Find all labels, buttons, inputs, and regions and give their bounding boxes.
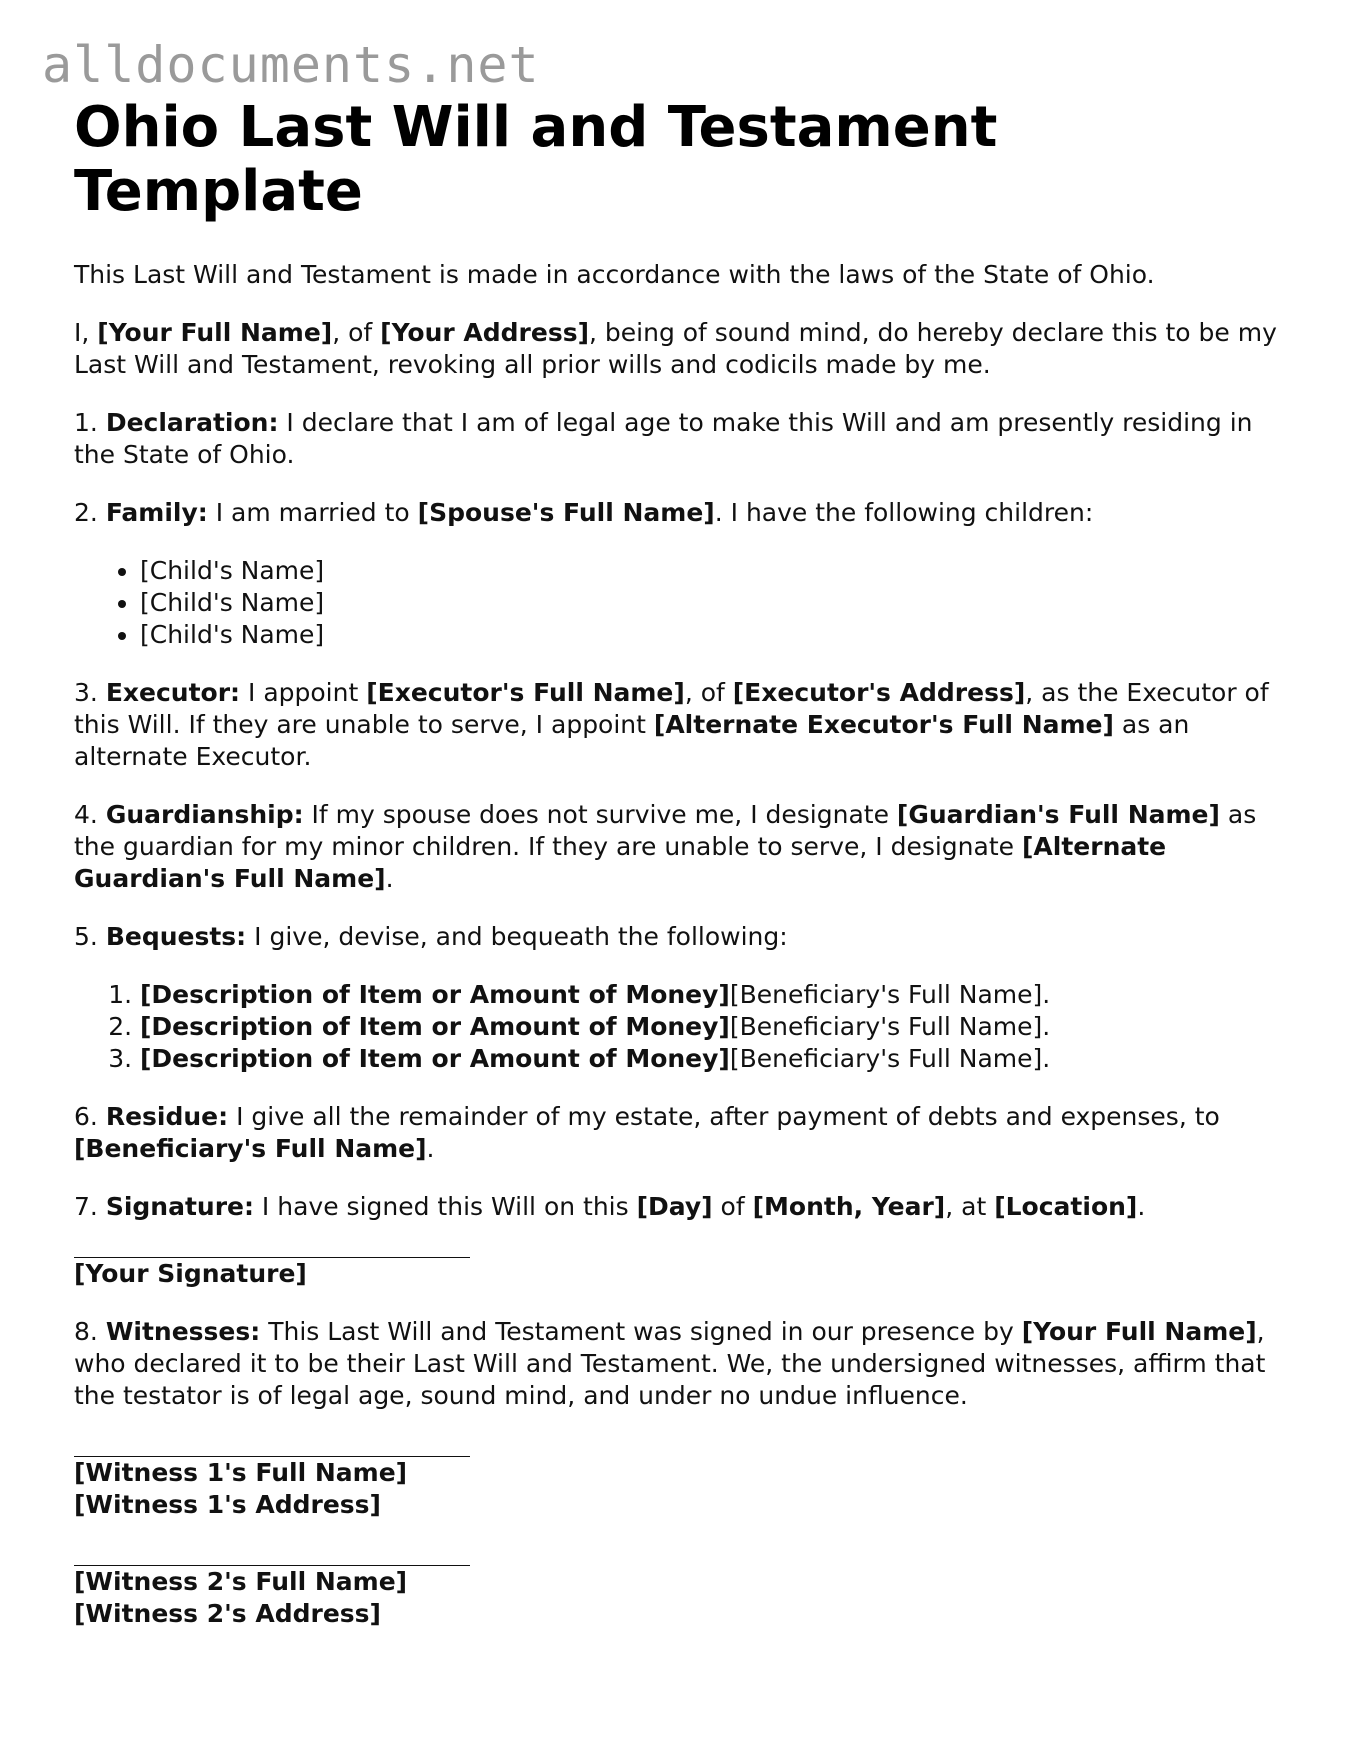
signature-label: [Your Signature] xyxy=(74,1258,307,1288)
section-residue: 6. Residue: I give all the remainder of my estate, after payment of debts and expenses, to [Beneficiary's Full Name]. xyxy=(74,1101,1220,1163)
day-placeholder: [Day] xyxy=(636,1191,713,1221)
section-heading: Bequests: xyxy=(105,921,247,951)
section-declaration: 1. Declaration: I declare that I am of legal age to make this Will and am presently residing in the State of Ohio. xyxy=(74,407,1253,469)
section-bequests: 5. Bequests: I give, devise, and bequeath the following: xyxy=(74,921,788,951)
bequests-list xyxy=(74,979,1294,1075)
spouse-name-placeholder: [Spouse's Full Name] xyxy=(417,497,715,527)
location-placeholder: [Location] xyxy=(994,1191,1138,1221)
list-item: 3. [Description of Item or Amount of Money][Beneficiary's Full Name]. xyxy=(140,1043,1294,1075)
list-item: • [Child's Name] xyxy=(140,555,1294,587)
section-signature: 7. Signature: I have signed this Will on this [Day] of [Month, Year], at [Location]. xyxy=(74,1191,1146,1221)
testator-address-placeholder: [Your Address] xyxy=(380,317,590,347)
section-heading: Witnesses: xyxy=(105,1316,261,1346)
list-item: • [Child's Name] xyxy=(140,619,1294,651)
watermark: alldocuments.net xyxy=(42,36,540,94)
children-list xyxy=(74,555,1294,651)
section-family: 2. Family: I am married to [Spouse's Full Name]. I have the following children: xyxy=(74,497,1094,527)
guardian-name-placeholder: [Guardian's Full Name] xyxy=(896,799,1220,829)
witness-address-label: [Witness 2's Address] xyxy=(74,1598,381,1628)
list-item: 2. [Description of Item or Amount of Money][Beneficiary's Full Name]. xyxy=(140,1011,1294,1043)
section-witnesses: 8. Witnesses: This Last Will and Testament was signed in our presence by [Your Full Name], who declared it to be their Last Will and Testament. We, the undersigned witnesses, affirm that the testator is of legal age, sound mind, and under no undue influence. xyxy=(74,1316,1266,1410)
intro-paragraph: This Last Will and Testament is made in accordance with the laws of the State of Ohio. xyxy=(74,259,1155,289)
witness-address-label: [Witness 1's Address] xyxy=(74,1489,381,1519)
section-heading: Declaration: xyxy=(105,407,279,437)
witness-name-label: [Witness 2's Full Name] xyxy=(74,1566,408,1596)
document-page xyxy=(74,96,1294,1630)
witness-2-signature-block xyxy=(74,1565,1294,1630)
section-heading: Residue: xyxy=(105,1101,229,1131)
testator-signature-block xyxy=(74,1257,1294,1290)
alternate-guardian-placeholder: [Alternate Guardian's Full Name] xyxy=(74,831,1167,893)
document-title: Ohio Last Will and Testament Template xyxy=(74,95,998,225)
testator-declaration-paragraph: I, [Your Full Name], of [Your Address], being of sound mind, do hereby declare this to be my Last Will and Testament, revoking all prior wills and codicils made by me. xyxy=(74,317,1277,379)
executor-name-placeholder: [Executor's Full Name] xyxy=(366,677,685,707)
section-executor: 3. Executor: I appoint [Executor's Full Name], of [Executor's Address], as the Executor of this Will. If they are unable to serve, I appoint [Alternate Executor's Full Name] as an alternate Executor. xyxy=(74,677,1269,771)
section-heading: Family: xyxy=(105,497,208,527)
section-guardianship: 4. Guardianship: If my spouse does not survive me, I designate [Guardian's Full Name] as the guardian for my minor children. If they are unable to serve, I designate [Alternate Guardian's Full Name]. xyxy=(74,799,1257,893)
executor-address-placeholder: [Executor's Address] xyxy=(732,677,1026,707)
alternate-executor-placeholder: [Alternate Executor's Full Name] xyxy=(653,709,1114,739)
section-heading: Guardianship: xyxy=(105,799,304,829)
witness-1-signature-block xyxy=(74,1456,1294,1521)
residue-beneficiary-placeholder: [Beneficiary's Full Name] xyxy=(74,1133,427,1163)
section-heading: Executor: xyxy=(105,677,241,707)
list-item: 1. [Description of Item or Amount of Money][Beneficiary's Full Name]. xyxy=(140,979,1294,1011)
testator-name-placeholder: [Your Full Name] xyxy=(97,317,333,347)
month-year-placeholder: [Month, Year] xyxy=(752,1191,946,1221)
testator-name-placeholder: [Your Full Name] xyxy=(1021,1316,1257,1346)
section-heading: Signature: xyxy=(105,1191,254,1221)
witness-name-label: [Witness 1's Full Name] xyxy=(74,1457,408,1487)
list-item: • [Child's Name] xyxy=(140,587,1294,619)
